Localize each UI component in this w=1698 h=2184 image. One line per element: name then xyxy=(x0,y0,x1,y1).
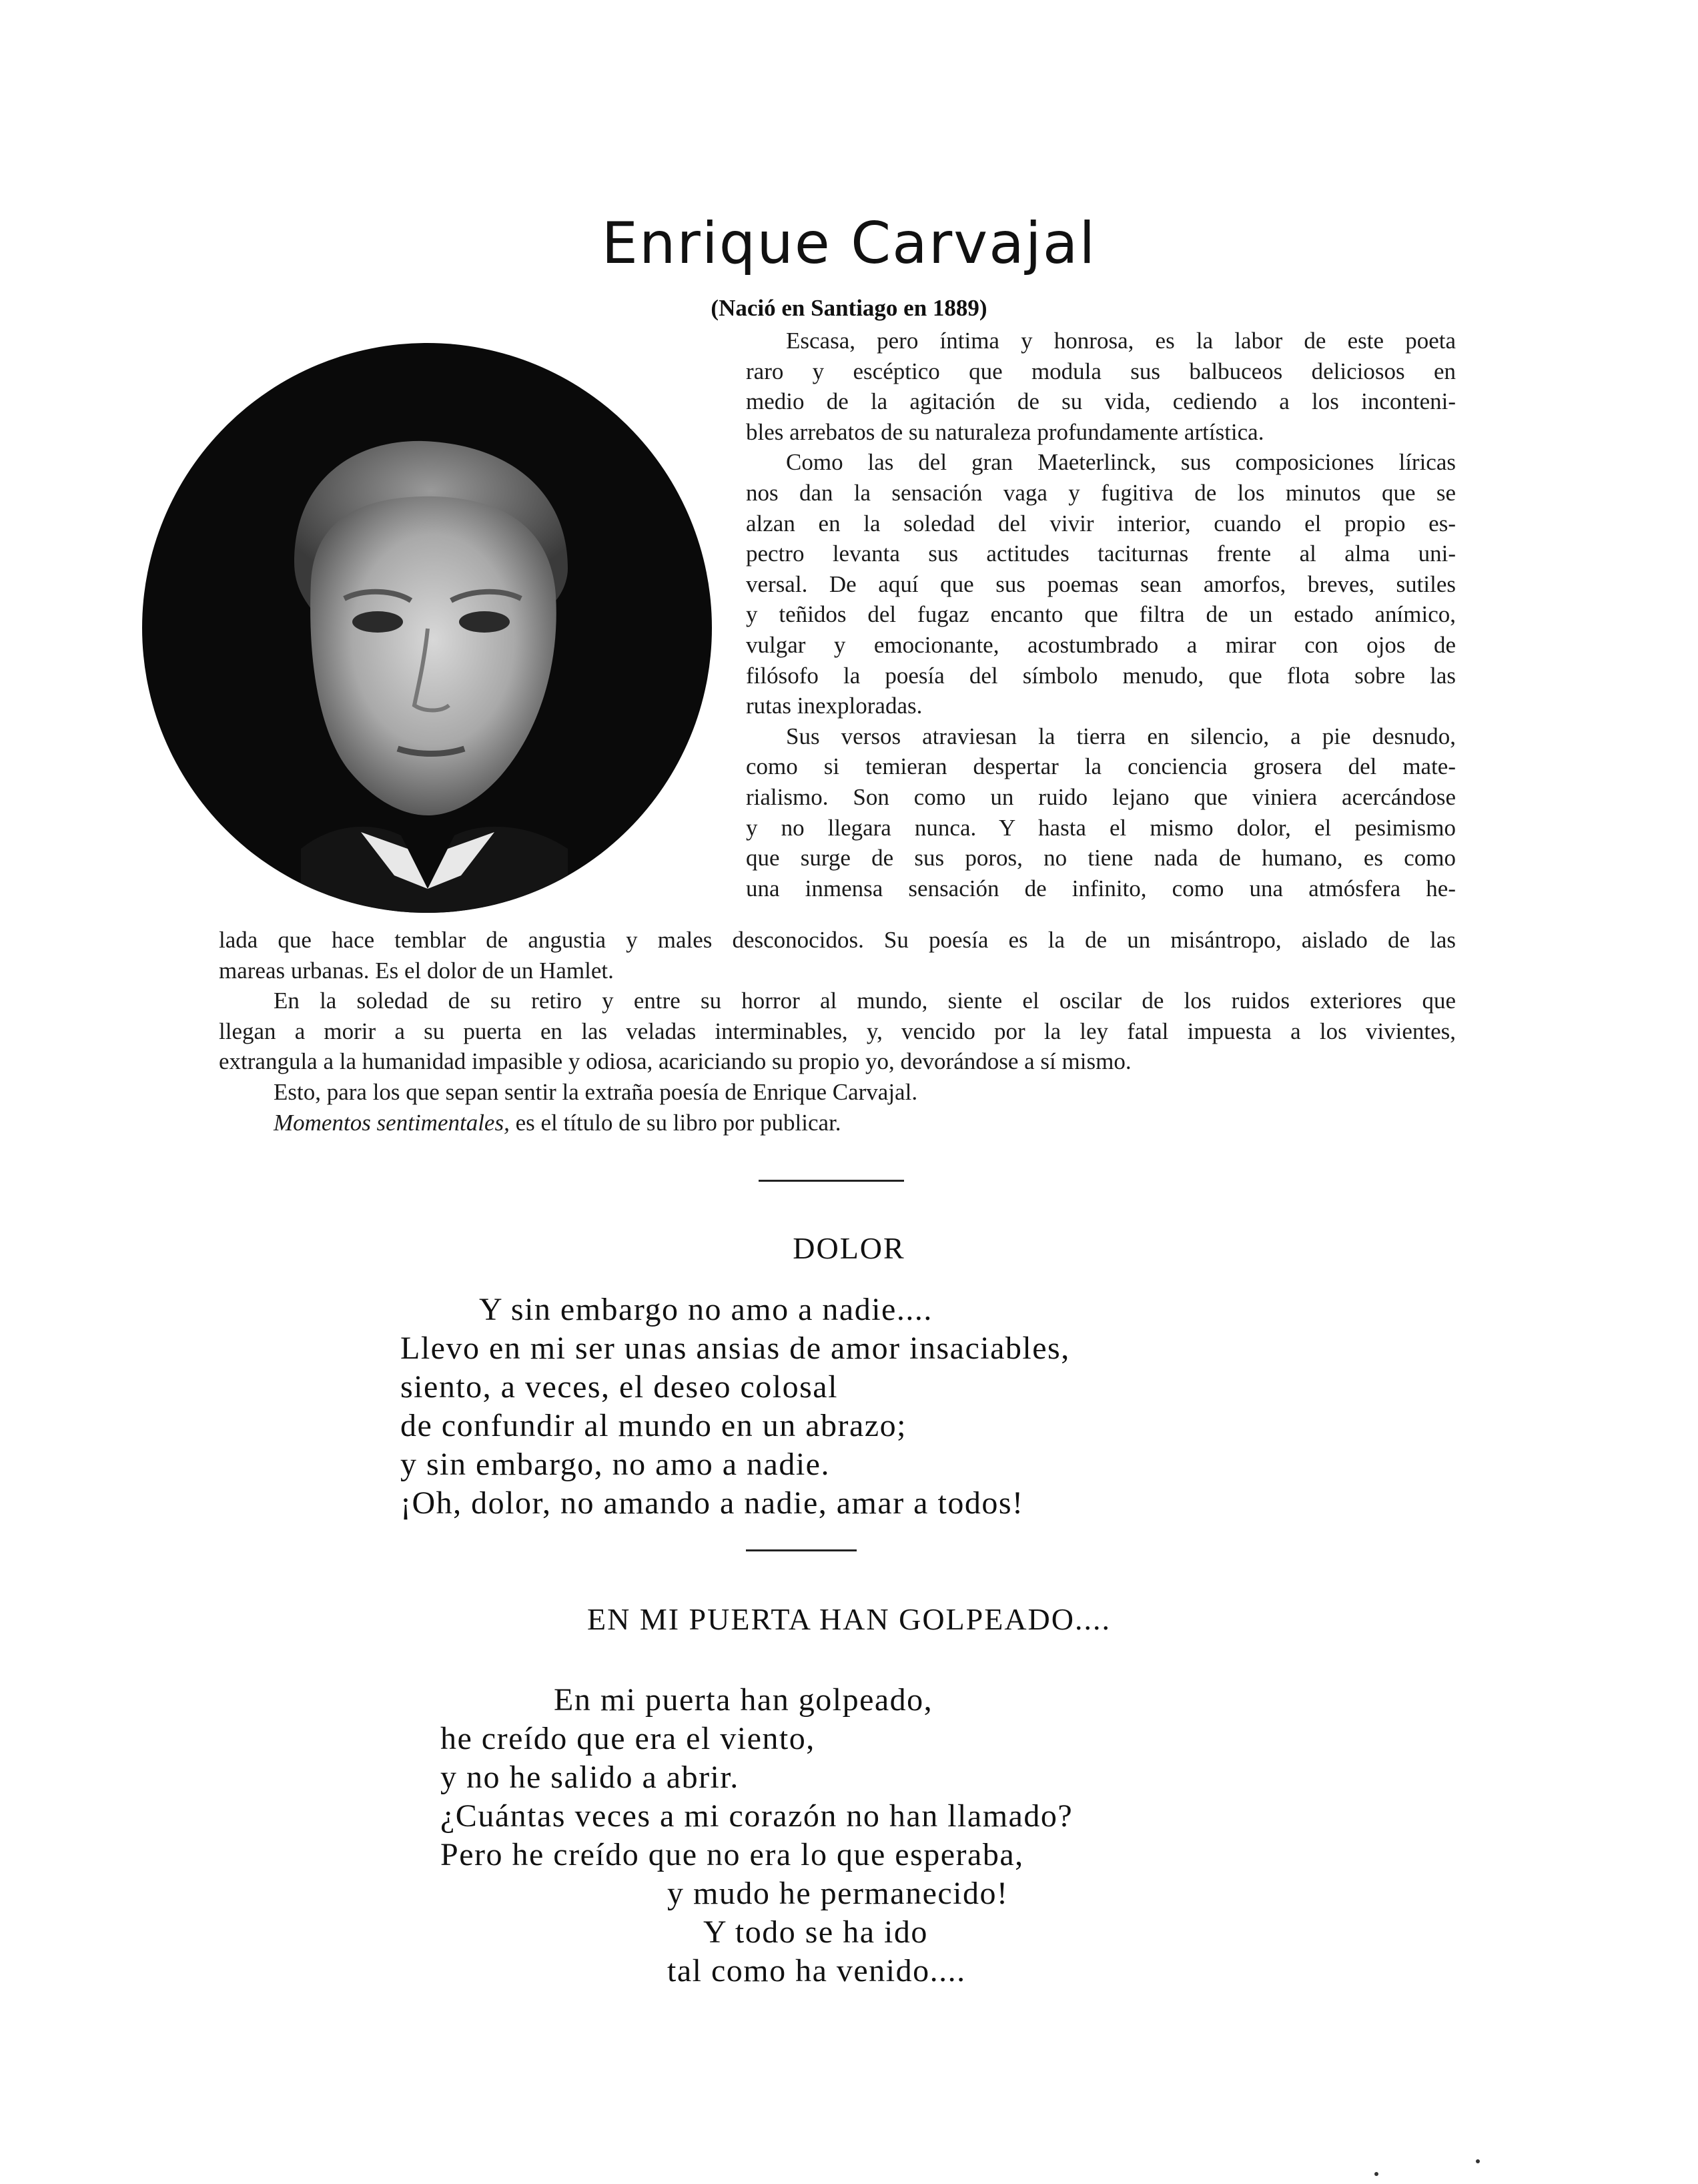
verse-line: y mudo he permanecido! xyxy=(667,1876,1009,1911)
bio-line: rialismo. Son como un ruido lejano que viniera acercándose xyxy=(746,783,1456,810)
bio-line: En la soledad de su retiro y entre su horror al mundo, siente el oscilar de los ruidos exteriores que xyxy=(274,988,1456,1014)
verse-line: Pero he creído que no era lo que esperaba, xyxy=(440,1837,1024,1872)
bio-line: medio de la agitación de su vida, cediendo a los inconteni- xyxy=(746,388,1456,415)
verse-line: ¡Oh, dolor, no amando a nadie, amar a todos! xyxy=(400,1485,1024,1521)
scan-speck xyxy=(1374,2172,1378,2176)
verse-line: he creído que era el viento, xyxy=(440,1721,815,1756)
verse-line: Llevo en mi ser unas ansias de amor insaciables, xyxy=(400,1331,1070,1366)
bio-line: Sus versos atraviesan la tierra en silencio, a pie desnudo, xyxy=(786,723,1456,749)
birth-note: (Nació en Santiago en 1889) xyxy=(711,295,987,321)
bio-line: bles arrebatos de su naturaleza profundamente artística. xyxy=(746,418,1264,445)
closing-line xyxy=(219,1108,1456,1138)
poem-title: DOLOR xyxy=(793,1231,905,1265)
bio-line: una inmensa sensación de infinito, como una atmósfera he- xyxy=(746,875,1456,901)
bio-line: raro y escéptico que modula sus balbuceos deliciosos en xyxy=(746,358,1456,384)
section-divider xyxy=(746,1549,857,1551)
biography-column xyxy=(746,326,1456,903)
bio-line: y teñidos del fugaz encanto que filtra de un estado anímico, xyxy=(746,601,1456,628)
verse-line: tal como ha venido.... xyxy=(667,1953,966,1988)
bio-line: Como las del gran Maeterlinck, sus composiciones líricas xyxy=(786,449,1456,476)
page-title: Enrique Carvajal xyxy=(601,210,1097,277)
bio-line: nos dan la sensación vaga y fugitiva de los minutos que se xyxy=(746,479,1456,506)
verse-line: Y sin embargo no amo a nadie.... xyxy=(479,1292,933,1327)
bio-line: Esto, para los que sepan sentir la extraña poesía de Enrique Carvajal. xyxy=(274,1078,918,1105)
bio-line: mareas urbanas. Es el dolor de un Hamlet. xyxy=(219,957,614,984)
bio-line: filósofo la poesía del símbolo menudo, que flota sobre las xyxy=(746,662,1456,689)
biography-full-width xyxy=(219,925,1456,1138)
verse-line: siento, a veces, el deseo colosal xyxy=(400,1369,838,1405)
bio-line: que surge de sus poros, no tiene nada de humano, es como xyxy=(746,845,1456,871)
bio-line: como si temieran despertar la conciencia grosera del mate- xyxy=(746,753,1456,780)
bio-line: extrangula a la humanidad impasible y odiosa, acariciando su propio yo, devorándose a sí mismo. xyxy=(219,1048,1132,1075)
portrait-photo xyxy=(141,342,713,914)
verse-line: de confundir al mundo en un abrazo; xyxy=(400,1408,907,1443)
verse-line: y sin embargo, no amo a nadie. xyxy=(400,1447,830,1482)
bio-line: pectro levanta sus actitudes taciturnas frente al alma uni- xyxy=(746,540,1456,567)
verse-line: Y todo se ha ido xyxy=(703,1914,928,1950)
bio-line: versal. De aquí que sus poemas sean amorfos, breves, sutiles xyxy=(746,571,1456,597)
bio-line: Escasa, pero íntima y honrosa, es la labor de este poeta xyxy=(786,328,1456,354)
closing-text: es el título de su libro por publicar. xyxy=(509,1109,841,1136)
bio-line: llegan a morir a su puerta en las veladas interminables, y, vencido por la ley fatal impuesta a los vivientes, xyxy=(219,1018,1456,1044)
poem-title: EN MI PUERTA HAN GOLPEADO.... xyxy=(587,1602,1111,1636)
scan-speck xyxy=(1476,2159,1480,2163)
verse-line: En mi puerta han golpeado, xyxy=(554,1682,933,1718)
bio-line: vulgar y emocionante, acostumbrado a mirar con ojos de xyxy=(746,631,1456,658)
verse-line: ¿Cuántas veces a mi corazón no han llamado? xyxy=(440,1798,1074,1834)
bio-line: alzan en la soledad del vivir interior, cuando el propio es- xyxy=(746,510,1456,536)
verse-line: y no he salido a abrir. xyxy=(440,1760,739,1795)
bio-line: y no llegara nunca. Y hasta el mismo dolor, el pesimismo xyxy=(746,814,1456,841)
book-title: Momentos sentimentales, xyxy=(274,1109,510,1136)
bio-line: lada que hace temblar de angustia y males desconocidos. Su poesía es la de un misántropo, aislado de las xyxy=(219,927,1456,953)
section-divider xyxy=(759,1180,904,1182)
bio-line: rutas inexploradas. xyxy=(746,693,923,719)
